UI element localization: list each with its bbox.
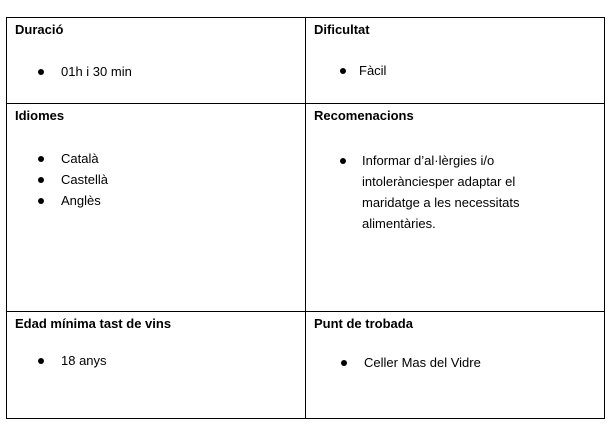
cell-title-meeting-point: Punt de trobada (314, 316, 413, 331)
bullet-icon (38, 177, 44, 183)
cell-title-duration: Duració (15, 22, 64, 37)
list-item (7, 148, 108, 169)
list-item (7, 61, 132, 82)
bullet-icon (38, 69, 44, 75)
cell-duration (7, 18, 306, 104)
cell-meeting-point (306, 312, 605, 419)
list-item-text: 01h i 30 min (61, 64, 132, 79)
cell-languages (7, 104, 306, 312)
list-item (7, 350, 107, 371)
cell-title-difficulty: Dificultat (314, 22, 370, 37)
list-recommendations (306, 150, 552, 234)
list-item (306, 60, 386, 81)
cell-recommendations (306, 104, 605, 312)
list-item-text: 18 anys (61, 353, 107, 368)
info-table (6, 17, 605, 419)
bullet-icon (341, 360, 347, 366)
list-item-text: Celler Mas del Vidre (364, 355, 481, 370)
cell-title-minimum-age: Edad mínima tast de vins (15, 316, 172, 331)
list-item-text: Castellà (61, 172, 108, 187)
list-item (7, 169, 108, 190)
list-minimum-age (7, 350, 107, 371)
list-meeting-point (306, 352, 481, 373)
list-item (306, 352, 481, 373)
bullet-icon (38, 358, 44, 364)
list-difficulty (306, 60, 386, 81)
bullet-icon (340, 158, 346, 164)
bullet-icon (340, 68, 346, 74)
cell-title-languages: Idiomes (15, 108, 65, 123)
list-item-text: Anglès (61, 193, 101, 208)
list-item (306, 150, 552, 234)
bullet-icon (38, 156, 44, 162)
list-item-text: Fàcil (359, 63, 387, 78)
bullet-icon (38, 198, 44, 204)
list-duration (7, 61, 132, 82)
cell-minimum-age (7, 312, 306, 419)
cell-difficulty (306, 18, 605, 104)
cell-title-recommendations: Recomenacions (314, 108, 414, 123)
list-languages (7, 148, 108, 211)
list-item (7, 190, 108, 211)
list-item-text: Català (61, 151, 99, 166)
list-item-text: Informar d’al·lèrgies i/o intoleràncies​per adaptar el maridatge a les necessitats alimentàries. (362, 153, 520, 231)
